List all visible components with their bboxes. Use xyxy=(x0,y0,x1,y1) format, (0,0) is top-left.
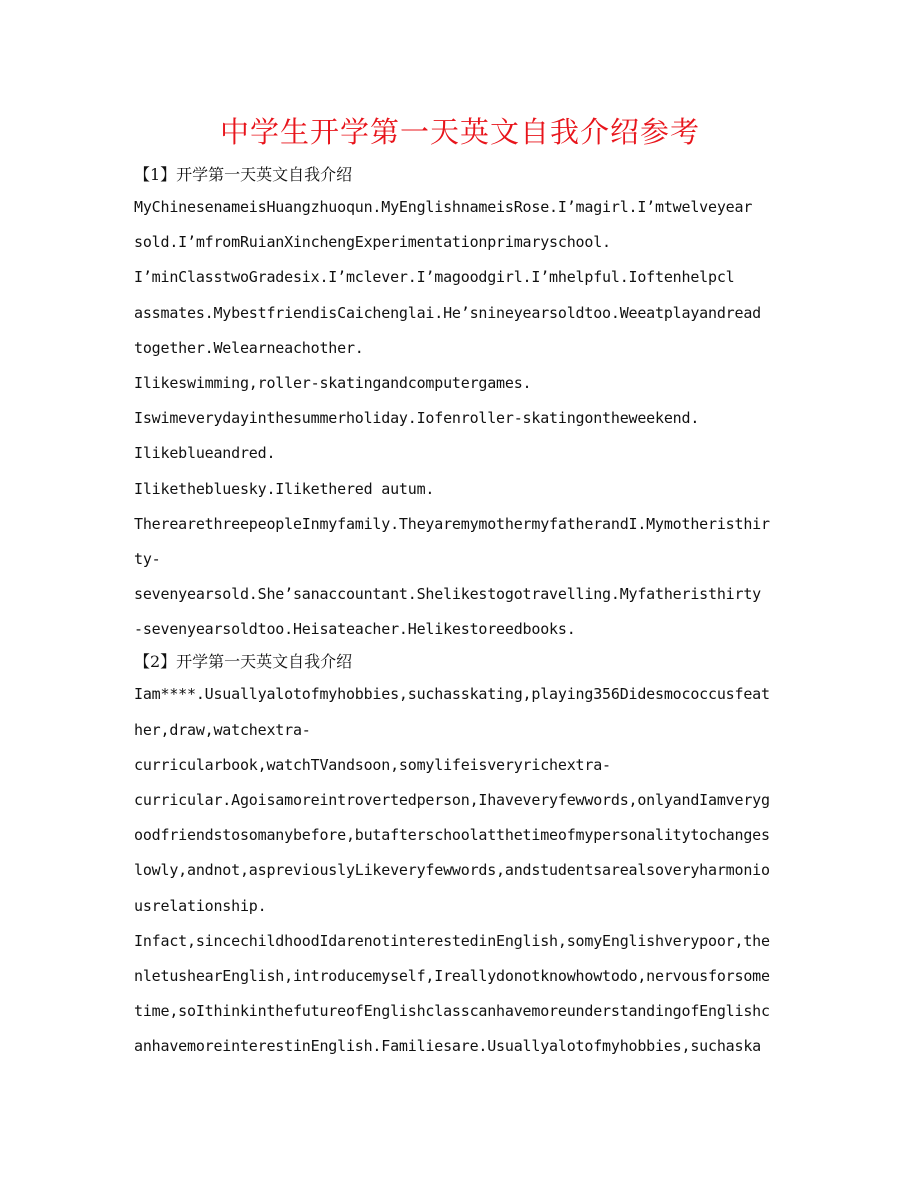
text-line: Ilikethebluesky.Ilikethered autum. xyxy=(134,479,435,498)
text-line: Iswimeverydayinthesummerholiday.Iofenroller-skatingontheweekend. xyxy=(134,409,700,428)
text-line: oodfriendstosomanybefore,butafterschoolatthetimeofmypersonalitytochanges xyxy=(134,826,770,845)
text-line: sold.I’mfromRuianXinchengExperimentationprimaryschool. xyxy=(134,233,611,252)
text-line: Infact,sincechildhoodIdarenotinterestedinEnglish,somyEnglishverypoor,the xyxy=(134,931,770,950)
text-line: time,soIthinkinthefutureofEnglishclasscanhavemoreunderstandingofEnglishc xyxy=(134,1002,770,1021)
text-line: MyChinesenameisHuangzhuoqun.MyEnglishnameisRose.I’magirl.I’mtwelveyear xyxy=(134,198,753,216)
text-line: I’minClasstwoGradesix.I’mclever.I’magoodgirl.I’mhelpful.Ioftenhelpcl xyxy=(134,268,735,287)
text-line: her,draw,watchextra- xyxy=(134,720,311,739)
text-line: sevenyearsold.She’sanaccountant.Shelikestogotravelling.Myfatheristhirty xyxy=(134,585,761,604)
text-line: -sevenyearsoldtoo.Heisateacher.Helikestoreedbooks. xyxy=(134,620,576,639)
text-line: nletushearEnglish,introducemyself,Ireallydonotknowhowtodo,nervousforsome xyxy=(134,966,770,985)
text-line: anhavemoreinterestinEnglish.Familiesare.Usuallyalotofmyhobbies,suchaska xyxy=(134,1037,761,1056)
text-line: together.Welearneachother. xyxy=(134,338,364,357)
text-line: Iam****.Usuallyalotofmyhobbies,suchasskating,playing356Didesmococcusfeat xyxy=(134,685,770,704)
document-body xyxy=(134,160,790,1065)
text-line: curricular.Agoisamoreintrovertedperson,Ihaveveryfewwords,onlyandIamveryg xyxy=(134,791,770,809)
text-line: Ilikeblueandred. xyxy=(134,444,276,463)
text-line: TherearethreepeopleInmyfamily.TheyaremymothermyfatherandI.Mymotheristhir xyxy=(134,514,770,533)
text-line: lowly,andnot,aspreviouslyLikeveryfewwords,andstudentsarealsoveryharmonio xyxy=(134,861,770,880)
section-1-text xyxy=(134,190,790,647)
section-heading-1: 【1】开学第一天英文自我介绍 xyxy=(134,165,353,184)
text-line: assmates.MybestfriendisCaichenglai.He’snineyearsoldtoo.Weeatplayandread xyxy=(134,303,761,322)
section-heading-2: 【2】开学第一天英文自我介绍 xyxy=(134,652,353,672)
text-line: curricularbook,watchTVandsoon,somylifeisveryrichextra- xyxy=(134,755,611,774)
document-title: 中学生开学第一天英文自我介绍参考 xyxy=(219,115,700,149)
text-line: usrelationship. xyxy=(134,896,267,915)
text-line: ty- xyxy=(134,549,161,568)
section-2-text xyxy=(134,677,790,1064)
text-line: Ilikeswimming,roller-skatingandcomputergames. xyxy=(134,373,532,392)
